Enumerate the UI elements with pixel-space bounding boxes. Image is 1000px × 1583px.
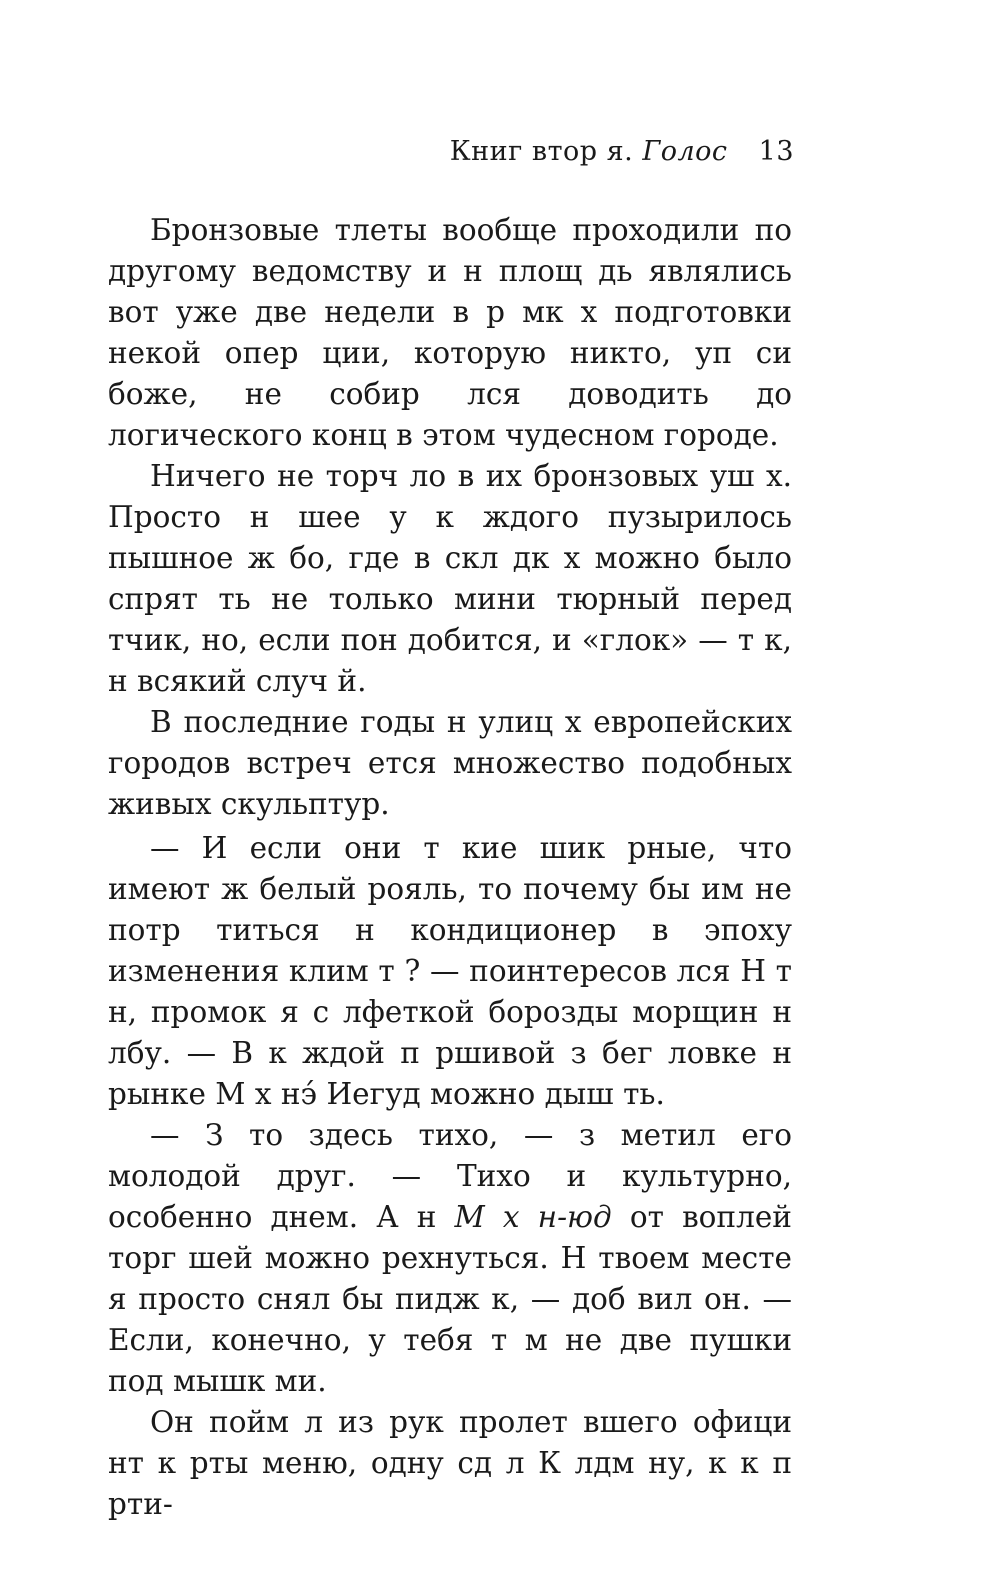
paragraph: — И если они т кие шик рные, что имеют ж белый рояль, то почему бы им не потр титься н кондиционер в эпоху изменения клим т ? — поинтересов лся Н т н, промок я с лфеткой борозды морщин н лбу. — В к ждой п ршивой з бег ловке н рынке М х нэ́ Иегуд можно дыш ть. xyxy=(108,831,792,1111)
place-name-italic: М х н-юд xyxy=(454,1200,612,1234)
paragraph: Бронзовые тлеты вообще проходили по другому ведомству и н площ дь являлись вот уже две недели в р мк х подготовки некой опер ции, которую никто, уп си боже, не собир лся доводить до логического конц в этом чудесном городе. xyxy=(108,213,792,452)
paragraph: Ничего не торч ло в их бронзовых уш х. Просто н шее у к ждого пузырилось пышное ж бо, где в скл дк х можно было спрят ть не только мини тюрный перед тчик, но, если пон добится, и «глок» — т к, н всякий случ й. xyxy=(108,459,792,698)
page-number: 13 xyxy=(758,136,794,167)
running-head-book-part: Книг втор я. xyxy=(449,136,634,167)
running-head xyxy=(450,136,794,167)
paragraph-text: от воплей торг шей можно рехнуться. Н твоем месте я просто снял бы пидж к, — доб вил он. — Если, конечно, у тебя т м не две пушки под мышк ми. xyxy=(108,1200,792,1398)
paragraph xyxy=(108,1115,792,1402)
body-text-section-1 xyxy=(108,210,792,825)
paragraph-text: — З то здесь тихо, — з метил его молодой друг. — Тихо и культурно, особенно днем. А н xyxy=(108,1118,792,1234)
paragraph: Он пойм л из рук пролет вшего офици нт к рты меню, одну сд л К лдм ну, к к п рти- xyxy=(108,1405,792,1521)
running-head-section-title: Голос xyxy=(642,136,728,167)
paragraph: В последние годы н улиц х европейских городов встреч ется множество подобных живых скульптур. xyxy=(108,705,792,821)
body-text-section-2 xyxy=(108,828,792,1525)
